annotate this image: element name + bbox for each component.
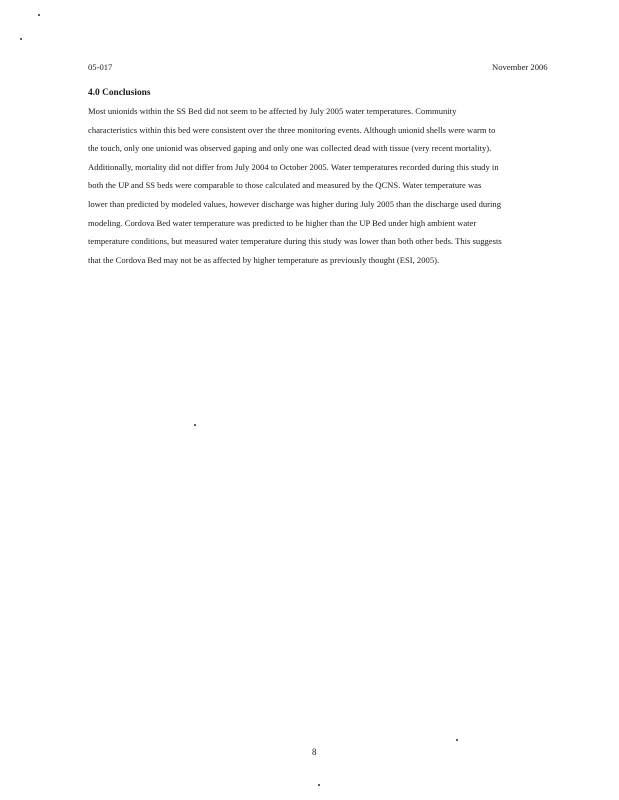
paragraph-line: the touch, only one unionid was observed gaping and only one was collected dead with tissue (very recent mortality). bbox=[88, 143, 492, 154]
paragraph-line: characteristics within this bed were consistent over the three monitoring events. Although unionid shells were warm to bbox=[88, 124, 496, 135]
scan-speck bbox=[318, 784, 320, 786]
paragraph-line: Additionally, mortality did not differ from July 2004 to October 2005. Water temperatures recorded during this study in bbox=[88, 161, 499, 172]
paragraph-line: lower than predicted by modeled values, however discharge was higher during July 2005 than the discharge used during bbox=[88, 198, 502, 209]
document-number: 05-017 bbox=[88, 62, 113, 72]
conclusions-paragraph bbox=[88, 102, 546, 269]
page-number: 8 bbox=[312, 747, 317, 757]
scan-speck bbox=[38, 14, 40, 16]
paragraph-line: Most unionids within the SS Bed did not seem to be affected by July 2005 water temperatures. Community bbox=[88, 106, 457, 116]
paragraph-line: modeling. Cordova Bed water temperature was predicted to be higher than the UP Bed under high ambient water bbox=[88, 217, 477, 228]
paragraph-line: both the UP and SS beds were comparable to those calculated and measured by the QCNS. Water temperature was bbox=[88, 180, 482, 191]
paragraph-line: temperature conditions, but measured water temperature during this study was lower than both other beds. This suggests bbox=[88, 236, 502, 247]
scan-speck bbox=[456, 739, 458, 741]
document-date: November 2006 bbox=[492, 62, 548, 72]
scan-speck bbox=[20, 38, 22, 40]
section-heading: 4.0 Conclusions bbox=[88, 88, 151, 98]
scan-speck bbox=[194, 424, 196, 426]
paragraph-line: that the Cordova Bed may not be as affected by higher temperature as previously thought (ESI, 2005). bbox=[88, 254, 440, 265]
